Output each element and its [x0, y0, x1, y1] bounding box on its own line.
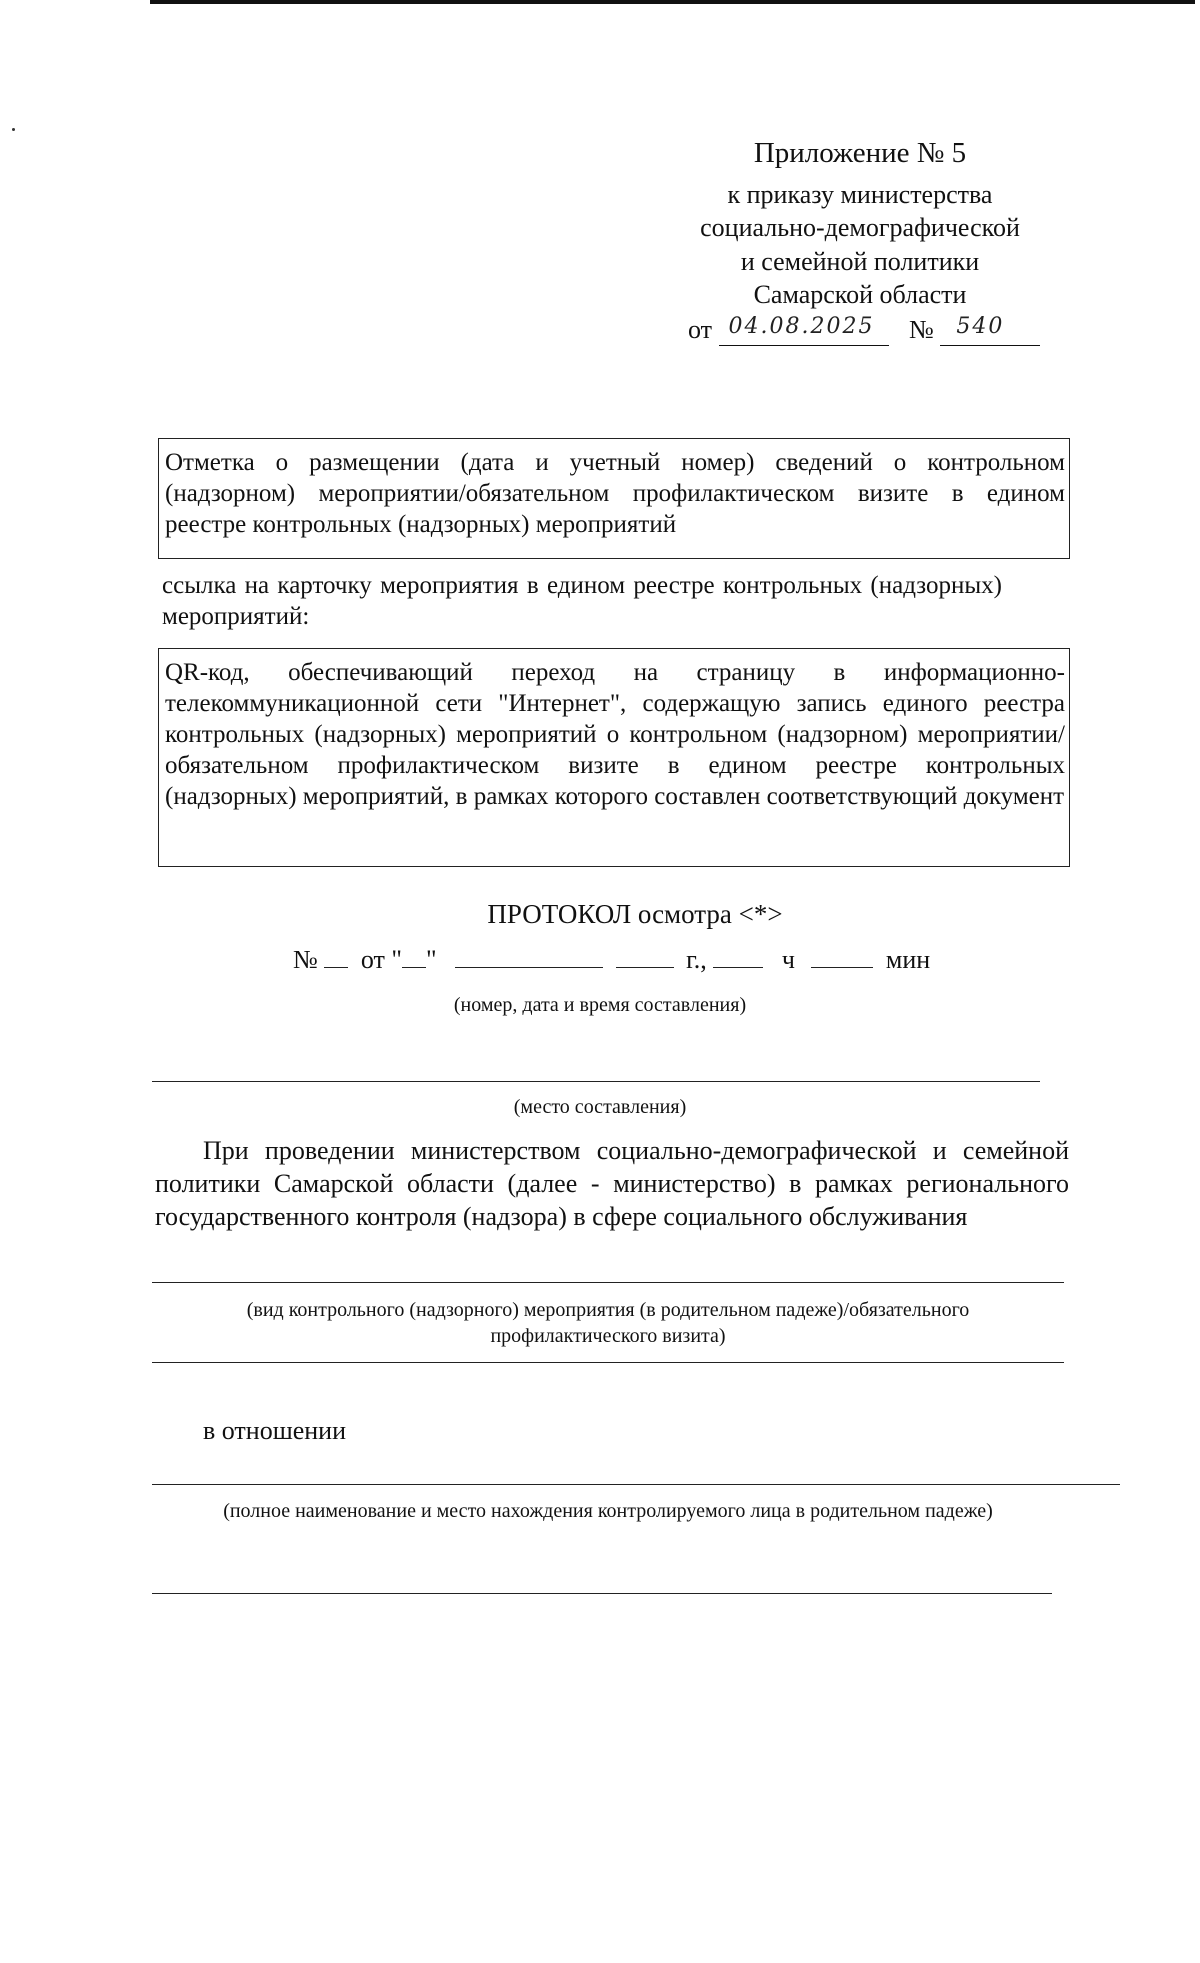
- registry-link-text: ссылка на карточку мероприятия в едином реестре контрольных (надзорных) мероприятий:: [162, 572, 1002, 630]
- number-field: [940, 314, 1040, 346]
- handwritten-date: 04.08.2025: [728, 314, 875, 339]
- registry-mark-box: [158, 438, 1070, 559]
- event-type-caption-2: профилактического визита): [490, 1325, 726, 1347]
- protocol-minute-field[interactable]: [811, 945, 873, 968]
- qr-code-box: [158, 648, 1070, 867]
- protocol-no-label: №: [293, 945, 318, 974]
- regarding-caption: (полное наименование и место нахождения контролируемого лица в родительном падеже): [223, 1500, 993, 1522]
- appendix-line-3: и семейной политики: [740, 247, 980, 276]
- number-prefix: №: [909, 315, 934, 344]
- qr-code-text: QR-код, обеспечивающий переход на страницу в информационно-телекоммуникационной сети "Интернет", содержащую запись единого реестра контрольных (надзорных) мероприятий о контрольном (надзорном) мероприятии/обязательном профилактическом визите в едином реестре контрольных (надзорных) мероприятий, в рамках которого составлен соответствующий документ: [165, 659, 1065, 810]
- protocol-datetime-caption: (номер, дата и время составления): [453, 994, 747, 1016]
- place-line[interactable]: [152, 1081, 1040, 1082]
- date-field: [719, 314, 889, 346]
- regarding-line-2[interactable]: [152, 1593, 1052, 1594]
- protocol-hour-field[interactable]: [713, 945, 763, 968]
- appendix-line-1: к приказу министерства: [727, 180, 993, 209]
- protocol-quote-close: ": [425, 945, 437, 974]
- protocol-from-label: от ": [360, 945, 402, 974]
- event-type-line-2[interactable]: [152, 1362, 1064, 1363]
- protocol-year-label: г.,: [686, 945, 707, 974]
- protocol-min-label: мин: [885, 945, 931, 974]
- appendix-title: Приложение № 5: [753, 137, 967, 169]
- date-prefix: от: [688, 315, 713, 344]
- order-date-number-row: [688, 313, 1040, 346]
- protocol-day-field[interactable]: [402, 945, 426, 968]
- scan-top-edge: [150, 0, 1195, 4]
- appendix-line-4: Самарской области: [753, 280, 967, 309]
- protocol-datetime-row: [293, 943, 930, 977]
- protocol-title: ПРОТОКОЛ осмотра <*>: [487, 899, 783, 929]
- handwritten-number: 540: [956, 314, 1005, 339]
- intro-paragraph: При проведении министерством социально-демографической и семейной политики Самарской области (далее - министерство) в рамках регионального государственного контроля (надзора) в сфере социального обслуживания: [155, 1136, 1069, 1231]
- registry-mark-text: Отметка о размещении (дата и учетный номер) сведений о контрольном (надзорном) мероприятии/обязательном профилактическом визите в едином реестре контрольных (надзорных) мероприятий: [165, 449, 1065, 538]
- scan-speck: [12, 128, 15, 131]
- appendix-line-2: социально-демографической: [700, 213, 1020, 242]
- protocol-month-field[interactable]: [455, 945, 603, 968]
- protocol-year-field[interactable]: [616, 945, 674, 968]
- event-type-caption-1: (вид контрольного (надзорного) мероприятия (в родительном падеже)/обязательного: [246, 1299, 970, 1321]
- regarding-label: в отношении: [203, 1416, 347, 1445]
- event-type-line[interactable]: [152, 1282, 1064, 1283]
- protocol-hour-label: ч: [781, 945, 795, 974]
- place-caption: (место составления): [513, 1096, 687, 1118]
- regarding-line[interactable]: [152, 1484, 1120, 1485]
- protocol-number-field[interactable]: [324, 945, 348, 968]
